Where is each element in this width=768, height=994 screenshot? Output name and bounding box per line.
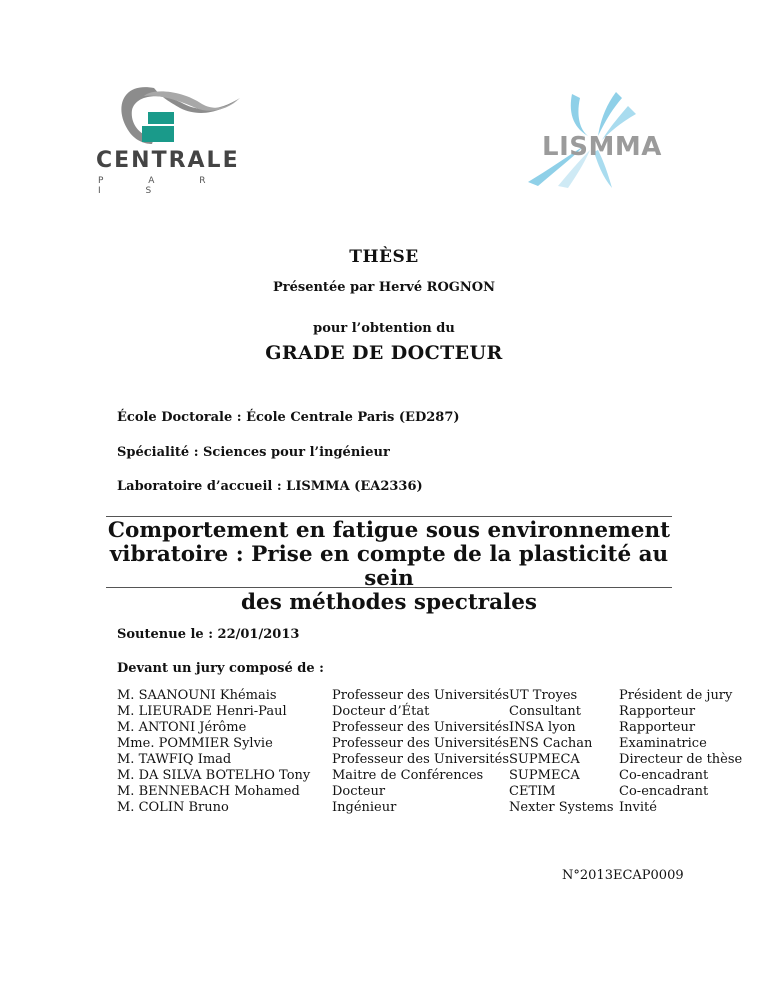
title-rule-top	[106, 516, 672, 517]
jury-role: Rapporteur	[619, 720, 696, 735]
ecole-doctorale: École Doctorale : École Centrale Paris (ED287)	[117, 410, 460, 425]
centrale-c-mark-icon	[92, 78, 242, 158]
jury-title: Ingénieur	[332, 800, 397, 815]
jury-title: Docteur	[332, 784, 386, 799]
grade-title: GRADE DE DOCTEUR	[265, 342, 503, 364]
jury-role: Invité	[619, 800, 657, 815]
jury-institution: SUPMECA	[509, 768, 580, 783]
centrale-logo-text: CENTRALE	[96, 148, 240, 173]
defense-date: Soutenue le : 22/01/2013	[117, 627, 300, 642]
jury-institution: Nexter Systems	[509, 800, 614, 815]
jury-name: M. LIEURADE Henri-Paul	[117, 704, 287, 719]
jury-title: Professeur des Universités	[332, 720, 510, 735]
obtention-text: pour l’obtention du	[313, 321, 455, 336]
jury-institution: SUPMECA	[509, 752, 580, 767]
table-row	[117, 736, 742, 752]
title-rule-bottom	[106, 587, 672, 588]
jury-institution: CETIM	[509, 784, 556, 799]
presented-by: Présentée par Hervé ROGNON	[273, 280, 495, 295]
table-row	[117, 800, 742, 816]
jury-table	[117, 688, 742, 816]
document-type: THÈSE	[349, 247, 419, 267]
jury-name: M. COLIN Bruno	[117, 800, 229, 815]
table-row	[117, 768, 742, 784]
specialite: Spécialité : Sciences pour l’ingénieur	[117, 445, 390, 460]
jury-institution: INSA lyon	[509, 720, 576, 735]
jury-role: Rapporteur	[619, 704, 696, 719]
laboratoire: Laboratoire d’accueil : LISMMA (EA2336)	[117, 479, 423, 494]
jury-name: M. DA SILVA BOTELHO Tony	[117, 768, 311, 783]
thesis-title-line-1: Comportement en fatigue sous environnement	[107, 518, 671, 543]
jury-institution: UT Troyes	[509, 688, 578, 703]
lismma-logo-text: LISMMA	[542, 132, 662, 162]
jury-title: Docteur d’État	[332, 704, 430, 719]
jury-role: Co-encadrant	[619, 784, 709, 799]
jury-name: Mme. POMMIER Sylvie	[117, 736, 273, 751]
jury-role: Directeur de thèse	[619, 752, 743, 767]
table-row	[117, 752, 742, 768]
jury-role: Examinatrice	[619, 736, 707, 751]
thesis-title-line-3: des méthodes spectrales	[241, 590, 537, 615]
jury-name: M. SAANOUNI Khémais	[117, 688, 277, 703]
jury-name: M. TAWFIQ Imad	[117, 752, 232, 767]
table-row	[117, 720, 742, 736]
jury-name: M. ANTONI Jérôme	[117, 720, 247, 735]
thesis-title	[96, 519, 682, 615]
lismma-logo	[528, 90, 668, 190]
jury-role: Président de jury	[619, 688, 733, 703]
table-row	[117, 704, 742, 720]
jury-intro: Devant un jury composé de :	[117, 661, 324, 676]
jury-title: Maitre de Conférences	[332, 768, 484, 783]
jury-title: Professeur des Universités	[332, 752, 510, 767]
jury-name: M. BENNEBACH Mohamed	[117, 784, 300, 799]
table-row	[117, 688, 742, 704]
jury-title: Professeur des Universités	[332, 688, 510, 703]
jury-role: Co-encadrant	[619, 768, 709, 783]
centrale-paris-logo	[92, 78, 242, 196]
table-row	[117, 784, 742, 800]
jury-title: Professeur des Universités	[332, 736, 510, 751]
thesis-title-line-2: vibratoire : Prise en compte de la plasticité au sein	[109, 542, 669, 591]
jury-institution: Consultant	[509, 704, 581, 719]
thesis-number: N°2013ECAP0009	[562, 868, 684, 883]
centrale-logo-subtitle: P A R I S	[98, 176, 227, 196]
jury-institution: ENS Cachan	[509, 736, 593, 751]
